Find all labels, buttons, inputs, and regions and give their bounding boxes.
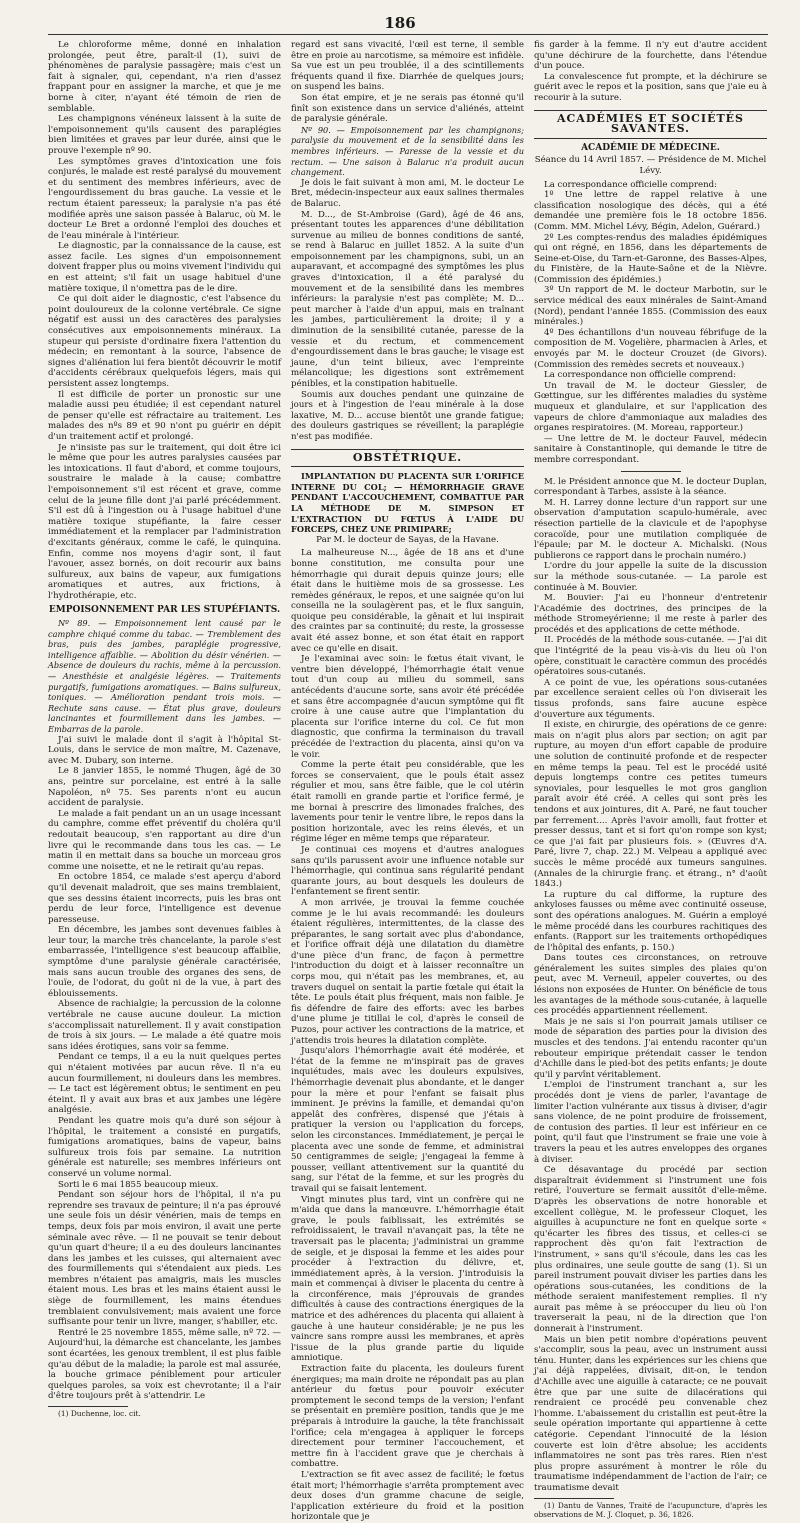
paragraph: Le malade a fait pendant un an un usage incessant du camphre, comme effet préventif du choléra qu'il redoutait beaucoup, s'en rapportant au dire d'un livre qui le recommande dans tous les cas. — Le matin il en mettait dans sa bouche un morceau gros comme une noisette, et ne le retirait qu'au repas. [48, 808, 281, 872]
column-middle [291, 40, 524, 1523]
paragraph: Je continuai ces moyens et d'autres analogues sans qu'ils parussent avoir une influence notable sur l'hémorrhagie, qui continua sans régularité pendant quarante jours, au bout desquels les douleurs de l'enfantement se firent sentir. [291, 844, 524, 898]
paragraph: L'emploi de l'instrument tranchant a, sur les procédés dont je viens de parler, l'avantage de limiter l'action vulnérante aux tissus à diviser, d'agir sans violence, de ne point produire de froissement, de contusion des parties. Il leur est inférieur en ce point, qu'il faut que l'instrument se fraie une voie à travers la peau et les autres enveloppes des organes à diviser. [534, 1080, 767, 1165]
footnote: (1) Dantu de Vannes, Traité de l'acupuncture, d'après les observations de M. J. Cloquet, p. 36, 1826. [534, 1500, 767, 1519]
paragraph: Je l'examinai avec soin: le fœtus était vivant, le ventre bien développé, l'hémorrhagie était venue tout d'un coup au milieu du sommeil, sans antécédents d'aucune sorte, sans avoir été précédée et sans être accompagnée d'aucun symptôme qui fît croire à une cause autre que l'implantation du placenta sur l'orifice interne du col. Ce fut mon diagnostic, que confirma la terminaison du travail précédée de l'extraction du placenta, ainsi qu'on va le voir. [291, 654, 524, 760]
paragraph: Ce qui doit aider le diagnostic, c'est l'absence du point douloureux de la colonne vertébrale. Ce signe négatif est aussi un des caractères des paralysies consécutives aux empoisonnements minéraux. La stupeur qui persiste d'ordinaire fixera l'attention du médecin; en remontant à la source, l'absence de signes d'aliénation lui fera bientôt découvrir le motif d'accidents cérébraux quelquefois légers, mais qui persistent assez longtemps. [48, 294, 281, 389]
paragraph: regard est sans vivacité, l'œil est terne, il semble être en proie au narcotisme, sa mémoire est infidèle. Sa vue est un peu troublée, il a des scintillements fréquents quand il fixe. Diarrhée de quelques jours; on suspend les bains. [291, 40, 524, 93]
paragraph: La correspondance officielle comprend: [544, 179, 718, 190]
paragraph: Vingt minutes plus tard, vint un confrère qui ne m'aida que dans la manœuvre. L'hémorrhagie était grave, le pouls faiblissait, les extrémités se refroidissaient, le travail n'avançait pas, la tête ne traversait pas le placenta; j'administrai un gramme de seigle, et je disposai la femme et les aides pour procéder à l'extraction du délivre, et, immédiatement après, à la version. J'introduisis la main et commençai à diviser le placenta du centre à la circonférence, mais j'éprouvais de grandes difficultés à cause des contractions énergiques de la matrice et des adhérences du placenta qui allaient à gauche à une hauteur considérable; je ne pus les vaincre sans rompre aussi les membranes, et après l'issue de la plus grande partie du liquide amniotique. [291, 1194, 524, 1364]
session-line: Séance du 14 Avril 1857. — Présidence de M. Michel Lévy. [534, 155, 767, 176]
subheading-stupefiants: EMPOISONNEMENT PAR LES STUPÉFIANTS. [48, 605, 281, 616]
article-title: IMPLANTATION DU PLACENTA SUR L'ORIFICE INTERNE DU COL; — HÉMORRHAGIE GRAVE PENDANT L'ACCOUCHEMENT, COMBATTUE PAR LA MÉTHODE DE M. SIMPSON ET L'EXTRACTION DU FŒTUS À L'AIDE DU FORCEPS, CHEZ UNE PRIMIPARE; [291, 471, 524, 535]
paragraph: Absence de rachialgie; la percussion de la colonne vertébrale ne cause aucune douleur. La miction s'accomplissait naturellement. Il y avait constipation de trois à six jours. — Le malade a été quatre mois sans idées érotiques, sans voir sa femme. [48, 999, 281, 1052]
page-number: 186 [384, 14, 416, 32]
paragraph: Mais je ne sais si l'on pourrait jamais utiliser ce mode de séparation des parties pour la division des muscles et des tendons. J'ai entendu raconter qu'un rebouteur empirique prétendait casser le tendon d'Achille dans le pied-bot des petits enfants; je doute qu'il y parvînt véritablement. [534, 1016, 767, 1080]
paragraph: M. Bouvier: J'ai eu l'honneur d'entretenir l'Académie des doctrines, des principes de la méthode Stromeyérienne; il me reste à parler des procédés et des applications de cette méthode. [534, 593, 767, 635]
paragraph: 1º Une lettre de rappel relative à une classification nosologique des décès, qui a été demandée une première fois le 18 octobre 1856. (Comm. MM. Michel Lévy, Bégin, Adelon, Guérard.) [534, 190, 767, 232]
paragraph: Les symptômes graves d'intoxication une fois conjurés, le malade est resté paralysé du mouvement et du sentiment des membres inférieurs, avec de l'engourdissement du bras gauche. La vessie et le rectum étaient paresseux; la paralysie n'a pas été modifiée après une saison passée à Balaruc, où M. le docteur Le Bret a ordonné l'emploi des douches et de l'eau minérale à l'intérieur. [48, 156, 281, 241]
paragraph: 4º Des échantillons d'un nouveau fébrifuge de la composition de M. Vogelière, pharmacien à Arles, et envoyés par M. le docteur Crouzet (de Givors). (Commission des remèdes secrets et nouveaux.) [534, 327, 767, 370]
paragraph: 3º Un rapport de M. le docteur Marbotin, sur le service médical des eaux minérales de Saint-Amand (Nord), pendant l'année 1855. (Commission des eaux minérales.) [534, 285, 767, 328]
paragraph: A ce point de vue, les opérations sous-cutanées par excellence seraient celles où l'on diviserait les tissus profonds, sans faire aucune espèce d'ouverture aux téguments. [534, 677, 767, 720]
paragraph: Il existe, en chirurgie, des opérations de ce genre: mais on n'agit plus alors par section; on agit par rupture, au moyen d'un effort capable de produire une solution de continuité profonde et de respecter en même temps la peau. Tel est le procédé usité depuis longtemps contre ces petites tumeurs synoviales, pour lesquelles le mot gros ganglion paraît avoir été créé. A celles qui sont près les tendons et aux jointures, dit A. Paré, ne faut toucher par ferrement.... Après l'avoir amolli, faut frotter et presser dessus, tant et si fort qu'on rompe son kyst; ce que j'ai fait par plusieurs fois. » (Œuvres d'A. Paré, livre 7, chap. 22.) M. Velpeau a appliqué avec succès le même procédé aux tumeurs sanguines. (Annales de la chirurgie franç. et étrang., n° d'août 1843.) [534, 720, 767, 890]
footnote: (1) Duchenne, loc. cit. [58, 1409, 141, 1418]
paragraph: Soumis aux douches pendant une quinzaine de jours et à l'ingestion de l'eau minérale à la dose laxative, M. D... accuse bientôt une grande fatigue; des douleurs gastriques se réveillent; la paraplégie n'est pas modifiée. [291, 389, 524, 442]
paragraph: Pendant son séjour hors de l'hôpital, il n'a pu reprendre ses travaux de peinture; il n'a pas éprouvé une seule fois un désir vénérien, mais de temps en temps, deux fois par mois environ, il avait une perte séminale avec rêve. — Il ne pouvait se tenir debout qu'un quart d'heure; il a eu des douleurs lancinantes dans les jambes et les cuisses, qui alternaient avec des fourmillements qui s'étendaient aux pieds. Les membres n'étaient pas amaigris, mais les muscles étaient mous. Les bras et les mains étaient aussi le siège de fourmillement, les mains étendues tremblaient convulsivement; mais avaient une force suffisante pour tenir un livre, manger, s'habiller, etc. [48, 1190, 281, 1328]
paragraph: A mon arrivée, je trouvai la femme couchée comme je le lui avais recommandé: les douleurs étaient régulières, intermittentes, de la classe des préparantes, le sang sortait avec plus d'abondance, et l'orifice offrait déjà une dilatation du diamètre d'une pièce d'un franc, de façon à permettre l'introduction du doigt et à laisser reconnaître un corps mou, qui n'était pas les membranes, et, au travers duquel on sentait la partie fœtale qui était la tête. Le pouls était plus fréquent, mais non faible. Je fis défendre de faire des efforts: avec les barbes d'une plume je titillai le col, d'après le conseil de Puzos, pour activer les contractions de la matrice, et j'attendis trois heures la dilatation complète. [291, 897, 524, 1046]
paragraph: Pendant les quatre mois qu'a duré son séjour à l'hôpital, le traitement a consisté en purgatifs, fumigations aromatiques, bains de vapeur, bains sulfureux trois fois par semaine. La nutrition générale est naturelle; ses membres inférieurs ont conservé un volume normal. [48, 1115, 281, 1179]
paragraph: En décembre, les jambes sont devenues faibles à leur tour, la marche très chancelante, la parole s'est embarrassée, l'intelligence s'est beaucoup affaiblie, symptôme d'une paralysie générale caractérisée, mais sans aucun trouble des organes des sens, de l'ouïe, de l'odorat, du goût ni de la vue, à part des éblouissements. [48, 925, 281, 999]
paragraph: Sorti le 6 mai 1855 beaucoup mieux. [58, 1179, 219, 1190]
paragraph: Je n'insiste pas sur le traitement, qui doit être ici le même que pour les autres paralysies causées par les intoxications. Il faut d'abord, et comme toujours, soustraire le malade à la cause; combattre l'empoisonnement s'il est récent et grave, comme celui de la jeune fille dont j'ai parlé précédemment. S'il est dû à l'ingestion ou à l'usage habituel d'une matière toxique stupéfiante, la faire cesser immédiatement et la remplacer par l'administration d'excitants généraux, comme le café, le quinquina. Enfin, comme nos moyens d'agir sont, il faut l'avouer, assez bornés, on doit recourir aux bains sulfureux, aux bains de vapeur, aux fumigations aromatiques et autres, aux frictions, à l'hydrothérapie, etc. [48, 442, 281, 601]
paragraph: Un travail de M. le docteur Giessler, de Gœttingue, sur les différentes maladies du système muqueux et glandulaire, et sur l'application des vapeurs de chlore d'ammoniaque aux maladies des organes respiratoires. (M. Moreau, rapporteur.) [534, 380, 767, 434]
paragraph: Extraction faite du placenta, les douleurs furent énergiques; ma main droite ne répondait pas au plan antérieur du fœtus pour pouvoir exécuter promptement le second temps de la version; l'enfant se présentait en première position, tandis que je me préparais à introduire la gauche, la tête franchissait l'orifice; cela m'engagea à appliquer le forceps directement pour terminer l'accouchement, et mettre fin à l'accident grave que je cherchais à combattre. [291, 1364, 524, 1470]
paragraph: Dans toutes ces circonstances, on retrouve généralement les suites simples des plaies qu'on peut, avec M. Verneuil, appeler couvertes, ou des lésions non exposées de Hunter. On bénéficie de tous les avantages de la méthode sous-cutanée, à laquelle ces procédés appartiennent réellement. [534, 953, 767, 1017]
paragraph: Pendant ce temps, il a eu la nuit quelques pertes qui n'étaient motivées par aucun rêve. Il n'a eu aucun fourmillement, ni douleurs dans les membres. — Le tact est légèrement obtus; le sentiment en peu éteint. Il y avait aux bras et aux jambes une légère analgésie. [48, 1052, 281, 1116]
paragraph: La correspondance non officielle comprend: [544, 370, 736, 381]
case-summary: Nº 90. — Empoisonnement par les champignons; paralysie du mouvement et de la sensibilité dans les membres inférieurs. — Paresse de la vessie et du rectum. — Une saison à Balaruc n'a produit aucun changement. [291, 124, 524, 178]
paragraph: Jusqu'alors l'hémorrhagie avait été modérée, et l'état de la femme ne m'inspirait pas de graves inquiétudes, mais avec les douleurs expulsives, l'hémorrhagie devenait plus abondante, et le danger pour la mère et pour l'enfant se faisait plus imminent. Je prévins la famille, et demandai qu'on appelât des confrères, dispensé que j'étais à pratiquer la version ou l'application du forceps, selon les circonstances. Immédiatement, je perçai le placenta avec une sonde de femme, et administrai 50 centigrammes de seigle; j'engageai la femme à pousser, veillant attentivement sur la quantité du sang, sur l'état de la femme, et sur les progrès du travail qui se faisait lentement. [291, 1046, 524, 1194]
paragraph: Je dois le fait suivant à mon ami, M. le docteur Le Bret, médecin-inspecteur aux eaux salines thermales de Balaruc. [291, 177, 524, 209]
paragraph: II. Procédés de la méthode sous-cutanée. — J'ai dit que l'intégrité de la peau vis-à-vis du lieu où l'on opère, constituait le caractère commun des procédés opératoires sous-cutanés. [534, 635, 767, 678]
case-summary: Nº 89. — Empoisonnement lent causé par le camphre chiqué comme du tabac. — Tremblement des bras, puis des jambes, paraplégie progressive, intelligence affaiblie. — Abolition du désir vénérien. — Absence de douleurs du rachis, même à la percussion. — Anesthésie et analgésie légères. — Traitements purgatifs, fumigations aromatiques. — Bains sulfureux, toniques. — Amélioration pendant trois mois. — Rechute sans cause. — État plus grave, douleurs lancinantes et fourmillement dans les jambes. — Embarras de la parole. [48, 618, 281, 734]
paragraph: Rentré le 25 novembre 1855, même salle, nº 72. — Aujourd'hui, la démarche est chancelante, les jambes sont écartées, les genoux tremblent, il est plus faible qu'au début de la maladie; la parole est mal assurée, la bouche grimace péniblement pour articuler quelques paroles, sa voix est chevrotante; il a l'air d'être toujours prêt à s'attendrir. Le [48, 1327, 282, 1402]
paragraph: Le 8 janvier 1855, le nommé Thugen, âgé de 30 ans, peintre sur porcelaine, est entré à la salle Napoléon, nº 75. Ses parents n'ont eu aucun accident de paralysie. [48, 766, 281, 809]
paragraph: 2º Les comptes-rendus des maladies épidémiques qui ont régné, en 1856, dans les départements de Seine-et-Oise, du Tarn-et-Garonne, des Basses-Alpes, du Finistère, de la Haute-Saône et de la Nièvre. (Commission des épidémies.) [534, 232, 767, 285]
paragraph: L'extraction se fit avec assez de facilité; le fœtus était mort; l'hémorrhagie s'arrêta promptement avec deux doses d'un gramme chacune de seigle, l'application extérieure du froid et la position horizontale que je [291, 1469, 524, 1523]
paragraph: — Une lettre de M. le docteur Fauvel, médecin sanitaire à Constantinople, qui demande le titre de membre correspondant. [534, 433, 767, 465]
separator [621, 471, 681, 472]
paragraph: J'ai suivi le malade dont il s'agit à l'hôpital St-Louis, dans le service de mon maître, M. Cazenave, avec M. Dubary, son interne. [48, 734, 281, 766]
column-left [48, 40, 282, 1418]
footnote-rule [48, 1406, 128, 1407]
byline: Par M. le docteur de Sayas, de la Havane. [316, 534, 499, 545]
paragraph: Comme la perte était peu considérable, que les forces se conservaient, que le pouls était assez régulier et mou, sans être faible, que le col utérin était ramolli en grande partie et l'orifice fermé, je me bornai à prescrire des limonades fraîches, des lavements pour tenir le ventre libre, le repos dans la position horizontale, avec les reins élevés, et un régime léger en même temps que réparateur. [291, 760, 524, 845]
paragraph: L'ordre du jour appelle la suite de la discussion sur la méthode sous-cutanée. — La parole est continuée à M. Bouvier. [534, 561, 767, 593]
paragraph: Le chloroforme même, donné en inhalation prolongée, peut être, paraît-il (1), suivi de phénomènes de paralysie passagère; mais c'est un fait à signaler, qui, cependant, n'a rien d'assez frappant pour en assigner la marche, et que je me borne à citer, n'ayant été témoin de rien de semblable. [48, 40, 281, 114]
paragraph: fis garder à la femme. Il n'y eut d'autre accident qu'une déchirure de la fourchette, dans l'étendue d'un pouce. [534, 40, 767, 72]
section-title-academies: ACADÉMIES ET SOCIÉTÉS SAVANTES. [534, 110, 767, 139]
section-title-obstetrique: OBSTÉTRIQUE. [291, 449, 524, 468]
paragraph: Il est difficile de porter un pronostic sur une maladie aussi peu étudiée; il est cependant naturel de penser qu'elle est réfractaire au traitement. Les malades des nºs 89 et 90 n'ont pu guérir en dépit d'un traitement actif et prolongé. [48, 389, 281, 442]
paragraph: M. le Président annonce que M. le docteur Duplan, correspondant à Tarbes, assiste à la séance. [534, 476, 767, 498]
three-column-body [48, 40, 768, 1523]
paragraph: En octobre 1854, ce malade s'est aperçu d'abord qu'il devenait maladroit, que ses mains tremblaient, que ses dessins étaient incorrects, puis les bras ont perdu de leur force, l'intelligence est devenue paresseuse. [48, 872, 281, 925]
paragraph: M. H. Larrey donne lecture d'un rapport sur une observation d'amputation scapulo-humérale, avec résection partielle de la clavicule et de l'apophyse coracoïde, pour une mutilation compliquée de l'épaule; par M. le docteur A. Michalski. (Nous publierons ce rapport dans le prochain numéro.) [534, 497, 767, 561]
paragraph: Le diagnostic, par la connaissance de la cause, est assez facile. Les signes d'un empoisonnement doivent frapper plus ou moins vivement l'individu qui en est atteint; s'il fait un usage habituel d'une matière toxique, il n'omettra pas de le dire. [48, 241, 281, 294]
paragraph: La convalescence fut prompte, et la déchirure se guérit avec le repos et la position, sans que j'aie eu à recourir à la suture. [534, 71, 767, 103]
paragraph: La rupture du cal difforme, la rupture des ankyloses fausses ou même avec continuité osseuse, sont des opérations analogues. M. Guérin a employé le même procédé dans les courbures rachitiques des enfants. (Rapport sur les traitements orthopédiques de l'hôpital des enfants, p. 150.) [534, 889, 767, 953]
paragraph: La malheureuse N..., âgée de 18 ans et d'une bonne constitution, me consulta pour une hémorrhagie qui durait depuis quinze jours; elle était dans le huitième mois de sa grossesse. Les remèdes généraux, le repos, et une saignée qu'on lui conseilla ne la soulagèrent pas, et le flux sanguin, quoique peu considérable, la gênait et lui inspirait des craintes par sa continuité; du reste, la grossesse avait été assez bonne, et son état était en rapport avec ce qu'elle en disait. [291, 548, 524, 654]
footnote-rule [534, 1498, 614, 1499]
paragraph: Mais un bien petit nombre d'opérations peuvent s'accomplir, sous la peau, avec un instrument aussi ténu. Hunter, dans les expériences sur les chiens que j'ai déjà rappelées, divisait, dit-on, le tendon d'Achille avec une aiguille à cataracte; ce ne pouvait être que par une suite de dilacérations qui rendraient ce procédé peu convenable chez l'homme. L'abaissement du cristallin est peut-être la seule opération importante qui appartienne à cette catégorie. Cependant l'innocuité de la lésion couverte est loin d'être absolue; les accidents inflammatoires ne sont pas très rares. Rien n'est plus propre assurément à montrer le rôle du traumatisme indépendamment de l'action de l'air; ce traumatisme devait [534, 1334, 767, 1493]
top-rule [48, 34, 768, 35]
paragraph: Ce désavantage du procédé par section disparaîtrait évidemment si l'instrument une fois retiré, l'ouverture se fermait aussitôt d'elle-même. D'après les observations de notre honorable et excellent collègue, M. le professeur Cloquet, les aiguilles à acupuncture ne font en quelque sorte « qu'écarter les fibres des tissus, et celles-ci se rapprochent dès qu'on fait l'extraction de l'instrument, » sans qu'il s'écoule, dans les cas les plus ordinaires, une seule goutte de sang (1). Si un pareil instrument pouvait diviser les parties dans les opérations sous-cutanées, les conditions de la méthode seraient manifestement remplies. Il n'y aurait pas même à se préoccuper du lieu où l'on traverserait la peau, ni de la direction que l'on donnerait à l'instrument. [534, 1165, 767, 1335]
subsection-academie: ACADÉMIE DE MÉDECINE. [581, 142, 720, 153]
paragraph: M. D..., de St-Ambroise (Gard), âgé de 46 ans, présentant toutes les apparences d'une débilitation survenue au milieu de bonnes conditions de santé, se rend à Balaruc en juillet 1852. A la suite d'un empoisonnement par les champignons, subi, un an auparavant, et accompagné des symptômes les plus graves d'intoxication, il a été paralysé du mouvement et de la sensibilité dans les membres inférieurs: la paralysie n'est pas complète; M. D... peut marcher à l'aide d'un appui, mais en traînant les jambes, particulièrement la droite; il y a diminution de la sensibilité cutanée, paresse de la vessie et du rectum, et commencement d'engourdissement dans le bras gauche; le visage est jaune, d'un teint bilieux, avec l'empreinte mélancolique; les digestions sont extrêmement pénibles, et la constipation habituelle. [291, 209, 524, 389]
column-right [534, 40, 767, 1519]
paragraph: Son état empire, et je ne serais pas étonné qu'il finît son existence dans un service d'aliénés, atteint de paralysie générale. [291, 92, 524, 125]
paragraph: Les champignons vénéneux laissent à la suite de l'empoisonnement qu'ils causent des paraplégies bien limitées et graves par leur durée, ainsi que le prouve l'exemple nº 90. [48, 114, 281, 156]
